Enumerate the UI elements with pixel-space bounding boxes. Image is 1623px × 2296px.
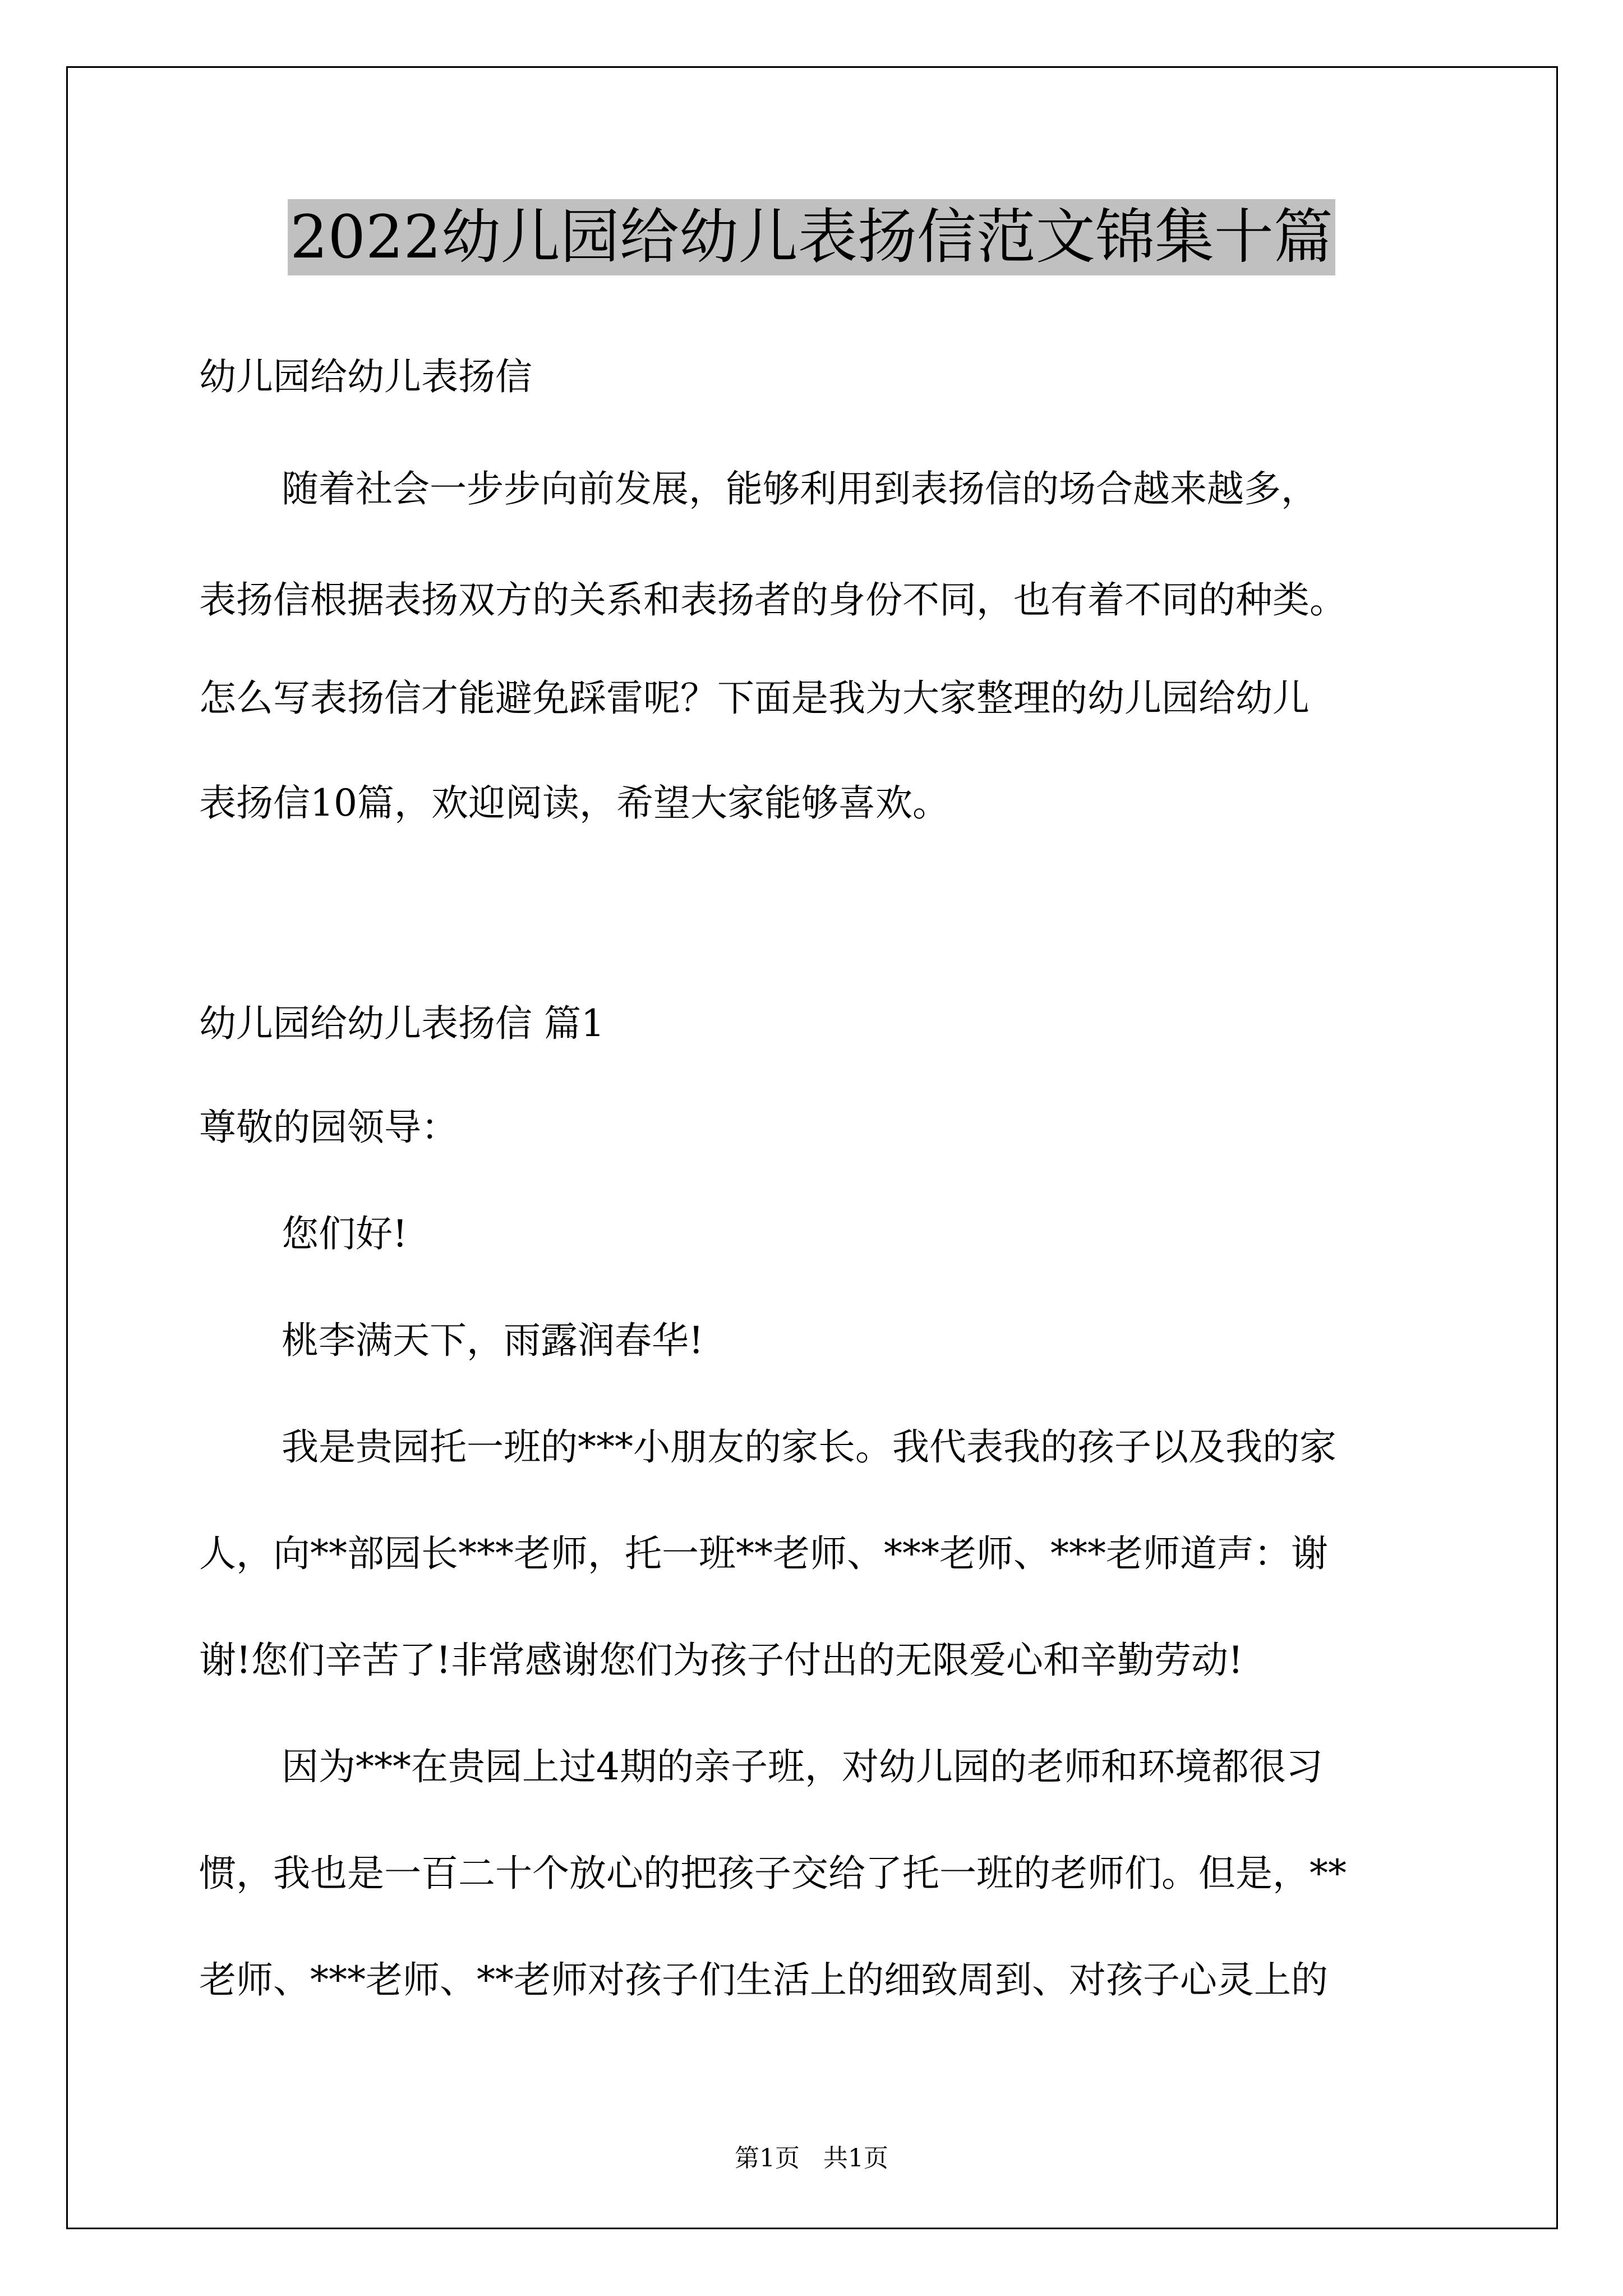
body-line: 因为***在贵园上过4期的亲子班，对幼儿园的老师和环境都很习 [282, 1745, 1323, 1788]
section-heading: 幼儿园给幼儿表扬信 [199, 355, 532, 398]
intro-paragraph-line: 随着社会一步步向前发展，能够利用到表扬信的场合越来越多， [282, 467, 1318, 510]
body-line: 惯，我也是一百二十个放心的把孩子交给了托一班的老师们。但是，** [199, 1852, 1347, 1895]
body-line: 人，向**部园长***老师，托一班**老师、***老师、***老师道声：谢 [199, 1532, 1328, 1575]
body-line: 谢!您们辛苦了!非常感谢您们为孩子付出的无限爱心和辛勤劳动! [199, 1639, 1243, 1682]
document-title: 2022幼儿园给幼儿表扬信范文锦集十篇 [288, 199, 1335, 275]
letter-heading: 幼儿园给幼儿表扬信 篇1 [199, 1002, 605, 1045]
salutation: 尊敬的园领导： [199, 1106, 458, 1149]
body-line: 我是贵园托一班的***小朋友的家长。我代表我的孩子以及我的家 [282, 1425, 1336, 1469]
intro-paragraph-line: 表扬信根据表扬双方的关系和表扬者的身份不同，也有着不同的种类。 [199, 578, 1347, 622]
intro-paragraph-line: 怎么写表扬信才能避免踩雷呢？下面是我为大家整理的幼儿园给幼儿 [199, 677, 1310, 720]
title-block [0, 199, 1623, 275]
page-footer: 第1页 共1页 [735, 2144, 888, 2173]
intro-paragraph-line: 表扬信10篇，欢迎阅读，希望大家能够喜欢。 [199, 781, 949, 825]
greeting: 您们好! [282, 1212, 408, 1255]
body-line: 桃李满天下，雨露润春华! [282, 1319, 704, 1362]
body-line: 老师、***老师、**老师对孩子们生活上的细致周到、对孩子心灵上的 [199, 1958, 1328, 2001]
